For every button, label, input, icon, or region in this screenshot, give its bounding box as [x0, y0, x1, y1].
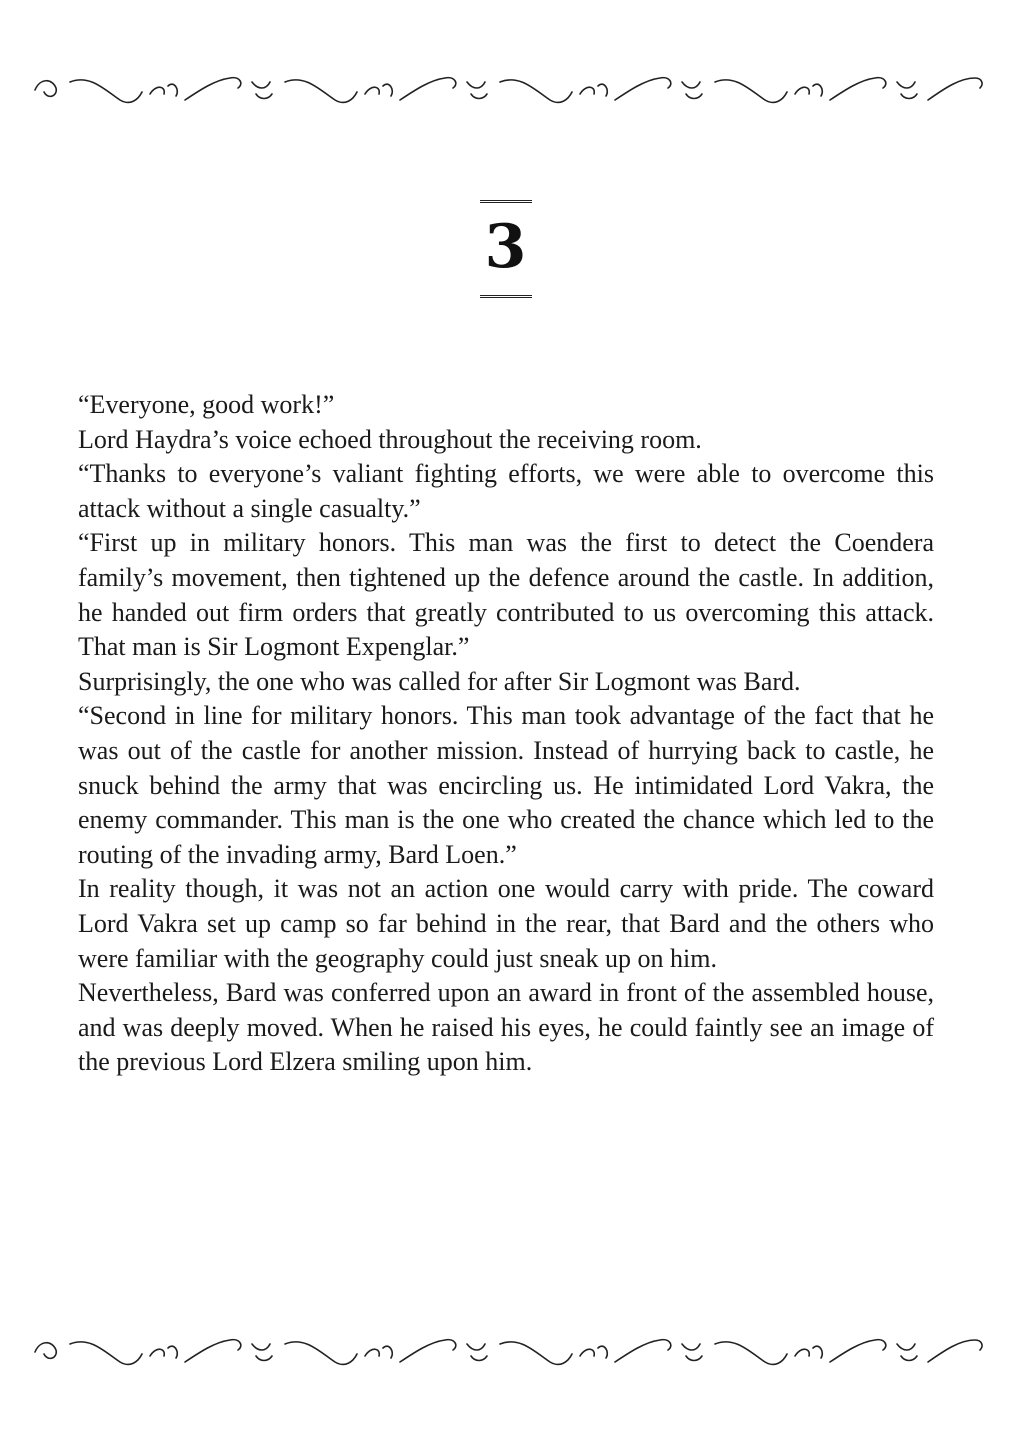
- paragraph: “Thanks to everyone’s valiant fighting efforts, we were able to overcome this attack without a single casualty.”: [78, 459, 934, 523]
- scroll-ornament-icon: [30, 60, 985, 120]
- paragraph: Lord Haydra’s voice echoed throughout the receiving room.: [78, 424, 702, 454]
- bottom-border-ornament: [30, 1322, 985, 1382]
- paragraph: “Second in line for military honors. This man took advantage of the fact that he was out of the castle for another mission. Instead of hurrying back to castle, he snuck behind the army that was encircling us. He intimidated Lord Vakra, the enemy commander. This man is the one who created the chance which led to the routing of the invading army, Bard Loen.”: [78, 701, 934, 869]
- paragraph: Surprisingly, the one who was called for after Sir Logmont was Bard.: [78, 666, 801, 696]
- top-border-ornament: [30, 60, 985, 120]
- paragraph: In reality though, it was not an action one would carry with pride. The coward Lord Vakra set up camp so far behind in the rear, that Bard and the others who were familiar with the geography could just sneak up on him.: [78, 874, 934, 973]
- chapter-body: [78, 388, 934, 1080]
- paragraph: “First up in military honors. This man was the first to detect the Coendera family’s movement, then tightened up the defence around the castle. In addition, he handed out firm orders that greatly contributed to us overcoming this attack. That man is Sir Logmont Expenglar.”: [78, 528, 934, 662]
- chapter-rule-bottom: [480, 295, 532, 298]
- scroll-ornament-icon: [30, 1322, 985, 1382]
- chapter-heading: [0, 200, 1011, 298]
- paragraph: Nevertheless, Bard was conferred upon an award in front of the assembled house, and was deeply moved. When he raised his eyes, he could faintly see an image of the previous Lord Elzera smiling upon him.: [78, 978, 934, 1077]
- chapter-number: 3: [484, 212, 527, 282]
- paragraph: “Everyone, good work!”: [78, 390, 335, 419]
